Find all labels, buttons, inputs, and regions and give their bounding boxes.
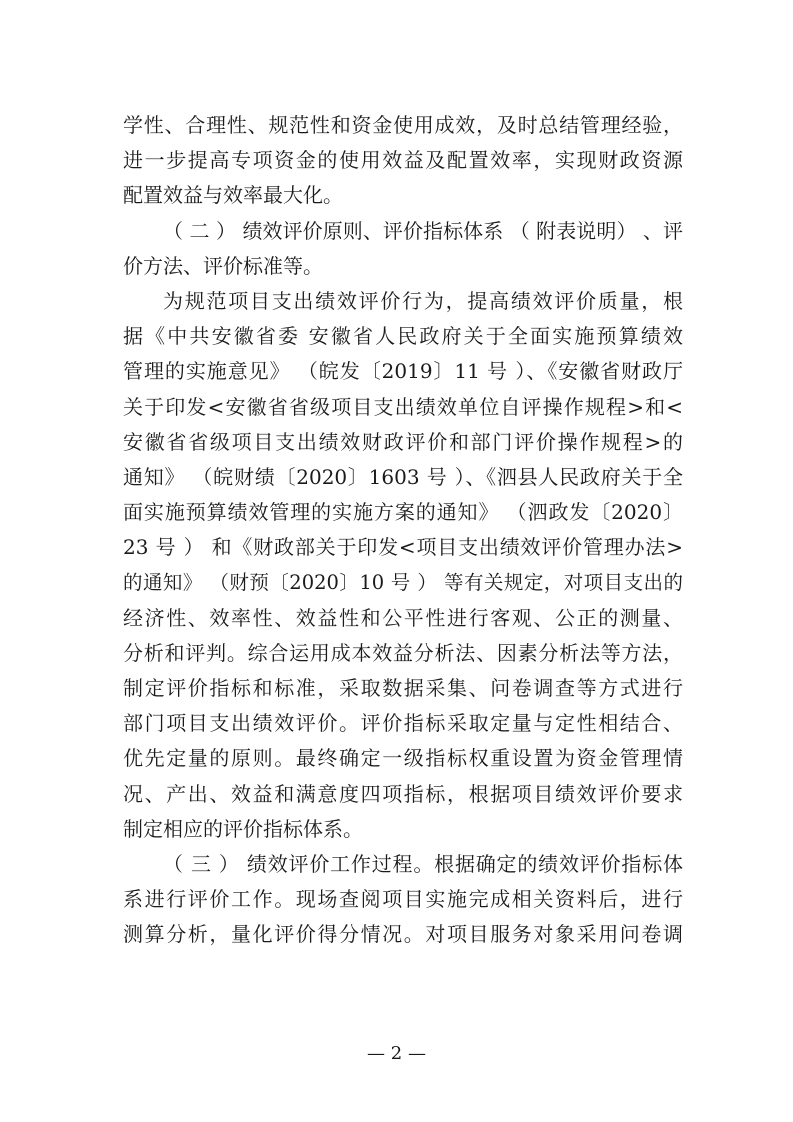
paragraph-line: 据《中共安徽省委 安徽省人民政府关于全面实施预算绩效 — [123, 324, 683, 349]
paragraph-line: 分析和评判。综合运用成本效益分析法、因素分析法等方法， — [123, 640, 683, 665]
paragraph-line: 测算分析，量化评价得分情况。对项目服务对象采用问卷调 — [123, 922, 683, 947]
paragraph-line: 安徽省省级项目支出绩效财政评价和部门评价操作规程>的 — [123, 429, 683, 454]
document-body — [123, 108, 683, 953]
paragraph-line: 进一步提高专项资金的使用效益及配置效率，实现财政资源 — [123, 148, 683, 173]
section-heading-line: （ 三 ） 绩效评价工作过程。根据确定的绩效评价指标体 — [163, 851, 683, 876]
paragraph-line: 制定评价指标和标准，采取数据采集、问卷调查等方式进行 — [123, 676, 683, 700]
paragraph-line: 部门项目支出绩效评价。评价指标采取定量与定性相结合、 — [123, 711, 683, 736]
paragraph-line: 系进行评价工作。现场查阅项目实施完成相关资料后，进行 — [123, 887, 683, 912]
section-heading-line: 价方法、评价标准等。 — [123, 253, 323, 278]
paragraph-line: 经济性、效率性、效益性和公平性进行客观、公正的测量、 — [123, 605, 683, 630]
page-number: — 2 — — [367, 1043, 426, 1064]
paragraph-line: 优先定量的原则。最终确定一级指标权重设置为资金管理情 — [123, 746, 683, 771]
section-heading-line: （ 二 ） 绩效评价原则、评价指标体系 （ 附表说明） 、评 — [163, 218, 683, 243]
paragraph-line: 面实施预算绩效管理的实施方案的通知》 （泗政发〔2020〕 — [123, 500, 683, 525]
paragraph-line: 的通知》 （财预〔2020〕10 号 ） 等有关规定，对项目支出的 — [123, 571, 683, 595]
paragraph-line: 学性、合理性、规范性和资金使用成效，及时总结管理经验， — [123, 113, 683, 137]
paragraph-line: 23 号 ） 和《财政部关于印发<项目支出绩效评价管理办法> — [123, 535, 683, 560]
paragraph-line: 为规范项目支出绩效评价行为，提高绩效评价质量，根 — [163, 288, 683, 313]
paragraph-line: 通知》 （皖财绩〔2020〕1603 号 ）、《泗县人民政府关于全 — [123, 464, 683, 489]
paragraph-line: 况、产出、效益和满意度四项指标，根据项目绩效评价要求 — [123, 781, 683, 806]
paragraph-line: 配置效益与效率最大化。 — [123, 183, 343, 208]
paragraph-line: 制定相应的评价指标体系。 — [123, 816, 363, 841]
paragraph-line: 关于印发<安徽省省级项目支出绩效单位自评操作规程>和< — [123, 394, 683, 419]
paragraph-line: 管理的实施意见》 （皖发〔2019〕11 号 ）、《安徽省财政厅 — [123, 359, 683, 384]
